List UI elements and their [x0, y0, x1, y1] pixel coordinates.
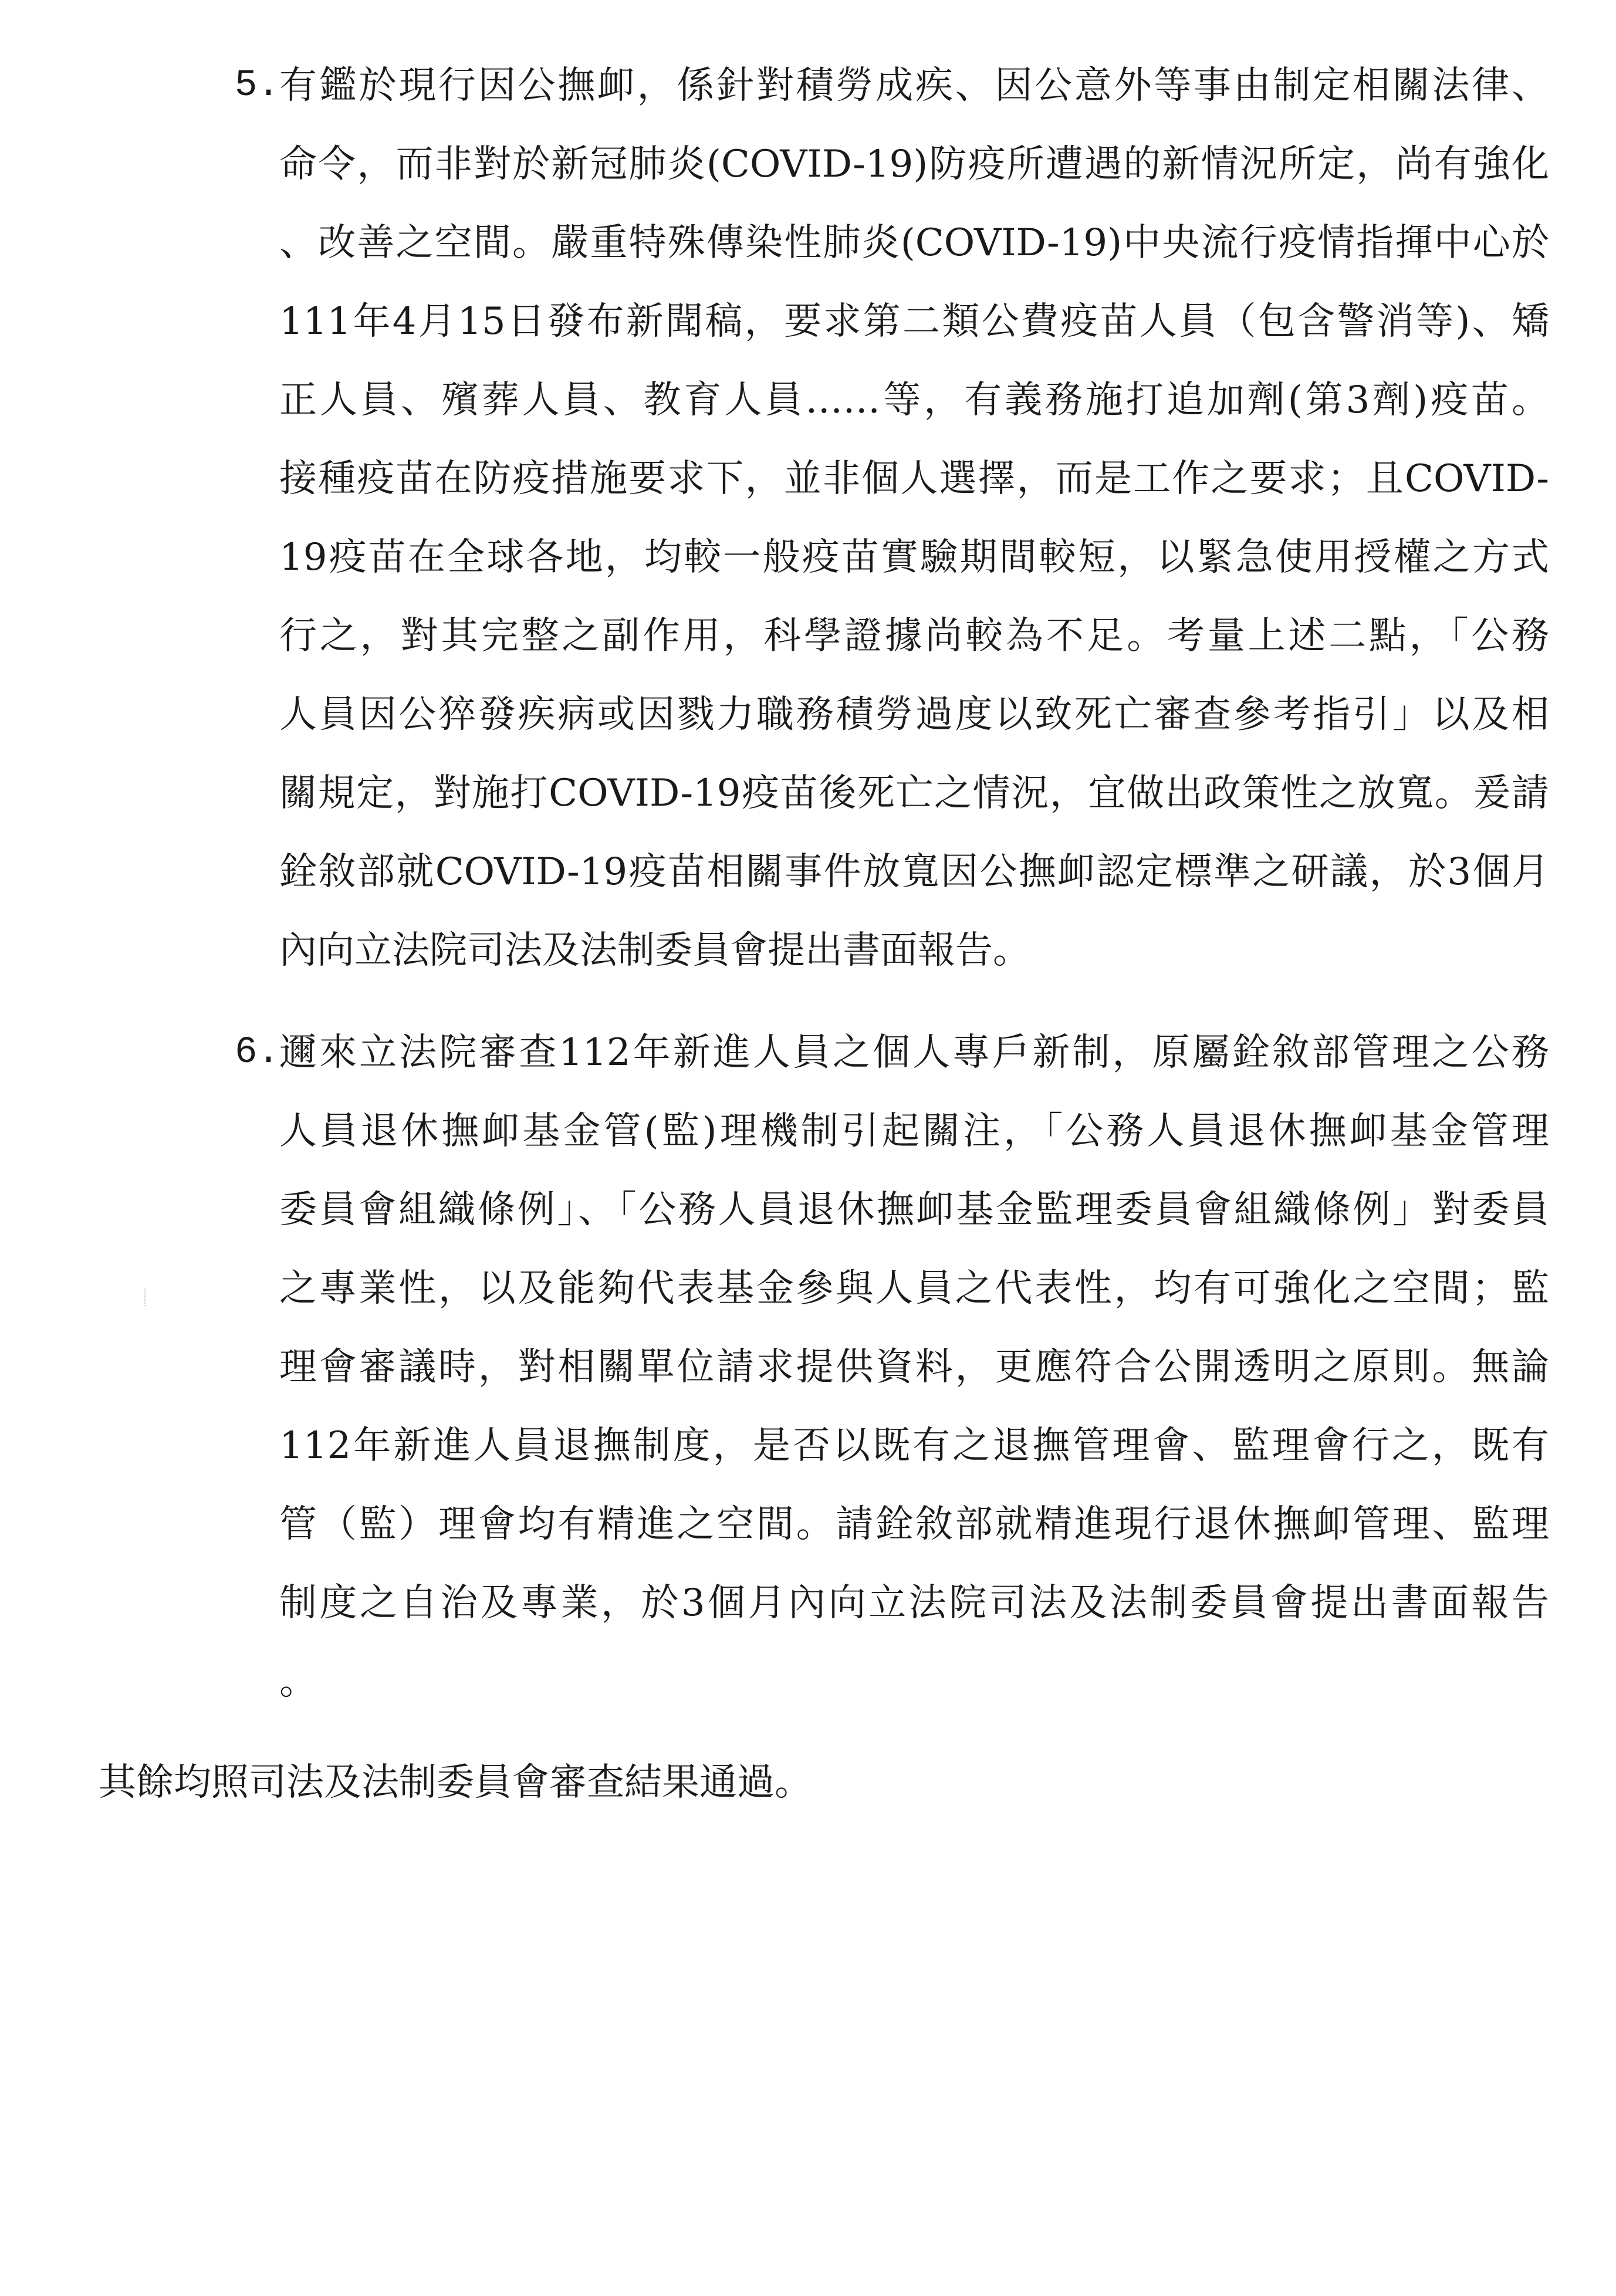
text-line: 有鑑於現行因公撫卹，係針對積勞成疾、因公意外等事由制定相關法律、: [279, 64, 1549, 107]
text-line: 委員會組織條例」、「公務人員退休撫卹基金監理委員會組織條例」對委員: [279, 1188, 1549, 1232]
text-line: 人員因公猝發疾病或因戮力職務積勞過度以致死亡審查參考指引」以及相: [279, 693, 1549, 736]
text-line: 接種疫苗在防疫措施要求下，並非個人選擇，而是工作之要求；且COVID-: [279, 457, 1549, 501]
closing-statement: 其餘均照司法及法制委員會審查結果通過。: [99, 1761, 812, 1804]
text-line: 制度之自治及專業，於3個月內向立法院司法及法制委員會提出書面報告: [279, 1581, 1549, 1625]
text-line: 銓敘部就COVID-19疫苗相關事件放寬因公撫卹認定標準之研議，於3個月: [279, 850, 1549, 894]
text-line: 命令，而非對於新冠肺炎(COVID-19)防疫所遭遇的新情況所定，尚有強化: [279, 143, 1549, 186]
text-line: 關規定，對施打COVID-19疫苗後死亡之情況，宜做出政策性之放寬。爰請: [279, 772, 1549, 815]
item-number: 5.: [235, 65, 280, 107]
text-line: 112年新進人員退撫制度，是否以既有之退撫管理會、監理會行之，既有: [279, 1424, 1549, 1467]
text-line: 理會審議時，對相關單位請求提供資料，更應符合公開透明之原則。無論: [279, 1345, 1549, 1389]
item-body: [279, 1013, 1549, 1721]
text-line: 邇來立法院審查112年新進人員之個人專戶新制，原屬銓敘部管理之公務: [279, 1031, 1549, 1074]
item-body: [279, 46, 1549, 990]
text-line: 內向立法院司法及法制委員會提出書面報告。: [279, 929, 1030, 972]
item-number: 6.: [235, 1032, 280, 1074]
text-line: 人員退休撫卹基金管(監)理機制引起關注，「公務人員退休撫卹基金管理: [279, 1110, 1549, 1153]
text-line: 。: [279, 1660, 317, 1703]
scan-artifact: [144, 1289, 148, 1306]
text-line: 行之，對其完整之副作用，科學證據尚較為不足。考量上述二點，「公務: [279, 614, 1549, 658]
text-line: 19疫苗在全球各地，均較一般疫苗實驗期間較短，以緊急使用授權之方式: [279, 536, 1549, 579]
text-line: 管（監）理會均有精進之空間。請銓敘部就精進現行退休撫卹管理、監理: [279, 1503, 1549, 1546]
text-line: 正人員、殯葬人員、教育人員……等，有義務施打追加劑(第3劑)疫苗。: [279, 378, 1549, 422]
text-line: 111年4月15日發布新聞稿，要求第二類公費疫苗人員（包含警消等)、矯: [279, 300, 1549, 343]
text-line: 、改善之空間。嚴重特殊傳染性肺炎(COVID-19)中央流行疫情指揮中心於: [279, 221, 1549, 265]
text-line: 之專業性，以及能夠代表基金參與人員之代表性，均有可強化之空間；監: [279, 1267, 1549, 1310]
